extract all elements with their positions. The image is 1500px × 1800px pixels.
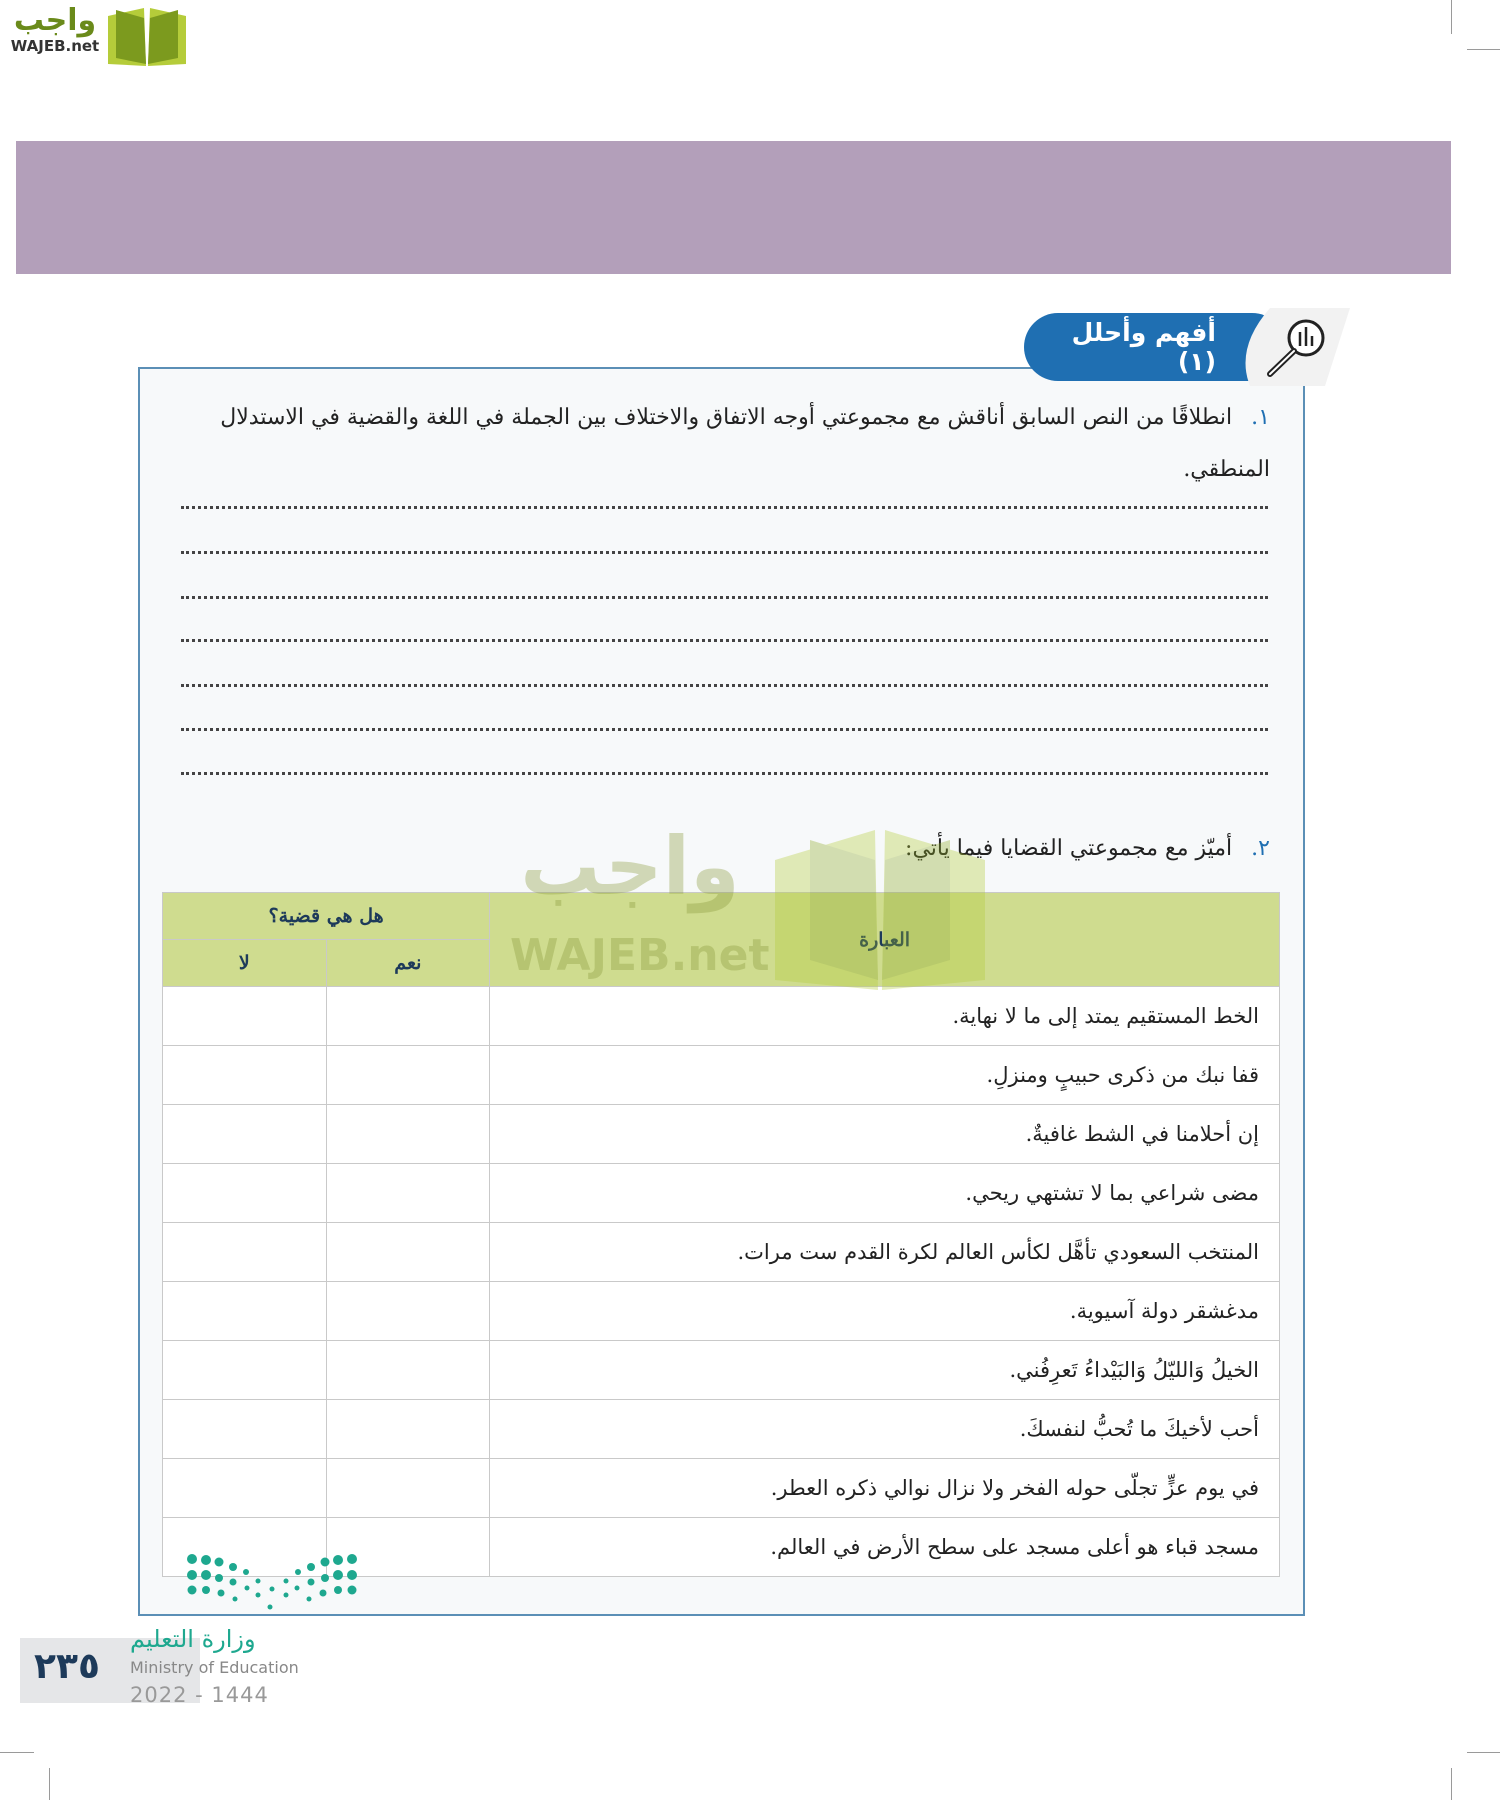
statement-cell: المنتخب السعودي تأهَّل لكأس العالم لكرة القدم ست مرات. (490, 1223, 1280, 1282)
crop-mark (0, 1752, 34, 1753)
no-cell[interactable] (163, 1459, 327, 1518)
yes-cell[interactable] (326, 987, 490, 1046)
logo-arabic: واجب (13, 3, 97, 38)
answer-line[interactable] (181, 596, 1268, 599)
yes-cell[interactable] (326, 1282, 490, 1341)
crop-mark (1467, 1752, 1500, 1753)
table-row (163, 1105, 1280, 1164)
magnifier-chart-icon (1240, 308, 1350, 386)
no-cell[interactable] (163, 987, 327, 1046)
question-1-text: انطلاقًا من النص السابق أناقش مع مجموعتي أوجه الاتفاق والاختلاف بين الجملة في اللغة والقضية في الاستدلال المنطقي. (220, 405, 1270, 482)
answer-line[interactable] (181, 772, 1268, 775)
question-2-number: ٢. (1251, 836, 1270, 861)
statement-cell: مضى شراعي بما لا تشتهي ريحي. (490, 1164, 1280, 1223)
header-yes: نعم (326, 940, 490, 987)
watermark-arabic: واجب (520, 820, 740, 913)
header-is-proposition: هل هي قضية؟ (163, 893, 490, 940)
answer-line[interactable] (181, 639, 1268, 642)
table-row (163, 1164, 1280, 1223)
statement-cell: الخط المستقيم يمتد إلى ما لا نهاية. (490, 987, 1280, 1046)
table-row (163, 987, 1280, 1046)
ministry-logo-icon (186, 1553, 358, 1613)
no-cell[interactable] (163, 1341, 327, 1400)
statement-cell: أحب لأخيكَ ما تُحبُّ لنفسكَ. (490, 1400, 1280, 1459)
crop-mark (49, 1768, 50, 1800)
question-2 (500, 836, 1270, 861)
no-cell[interactable] (163, 1282, 327, 1341)
yes-cell[interactable] (326, 1459, 490, 1518)
yes-cell[interactable] (326, 1223, 490, 1282)
section-title: أفهم وأحلل (١) (1071, 318, 1216, 376)
question-1-number: ١. (1251, 405, 1270, 430)
answer-line[interactable] (181, 506, 1268, 509)
book-logo-icon (106, 4, 188, 66)
no-cell[interactable] (163, 1105, 327, 1164)
page-number: ٢٣٥ (34, 1646, 100, 1687)
header-no: لا (163, 940, 327, 987)
question-2-text: أميّز مع مجموعتي القضايا فيما يأتي: (905, 836, 1233, 861)
statement-cell: مدغشقر دولة آسيوية. (490, 1282, 1280, 1341)
logo-latin: WAJEB.net (10, 37, 100, 55)
statement-cell: إن أحلامنا في الشط غافيةٌ. (490, 1105, 1280, 1164)
table-row (163, 1046, 1280, 1105)
ministry-english: Ministry of Education (130, 1658, 299, 1677)
answer-line[interactable] (181, 728, 1268, 731)
statement-cell: قفا نبك من ذكرى حبيبٍ ومنزلِ. (490, 1046, 1280, 1105)
statement-cell: مسجد قباء هو أعلى مسجد على سطح الأرض في العالم. (490, 1518, 1280, 1577)
ministry-arabic: وزارة التعليم (130, 1625, 256, 1653)
table-row (163, 1341, 1280, 1400)
statement-cell: الخيلُ وَالليّلُ وَالبَيْداءُ تَعرِفُني. (490, 1341, 1280, 1400)
table-row (163, 1223, 1280, 1282)
no-cell[interactable] (163, 1400, 327, 1459)
statement-cell: في يوم عزٍّ تجلّى حوله الفخر ولا نزال نوالي ذكره العطر. (490, 1459, 1280, 1518)
yes-cell[interactable] (326, 1400, 490, 1459)
crop-mark (1451, 1768, 1452, 1800)
header-banner (16, 141, 1451, 274)
academic-year: 2022 - 1444 (130, 1683, 269, 1707)
no-cell[interactable] (163, 1223, 327, 1282)
no-cell[interactable] (163, 1046, 327, 1105)
wajeb-logo[interactable] (10, 4, 100, 54)
no-cell[interactable] (163, 1164, 327, 1223)
table-row (163, 1459, 1280, 1518)
propositions-table (162, 892, 1280, 1577)
crop-mark (1467, 49, 1500, 50)
table-row (163, 1400, 1280, 1459)
table-row (163, 1282, 1280, 1341)
watermark-latin: WAJEB.net (510, 930, 770, 981)
yes-cell[interactable] (326, 1164, 490, 1223)
header-statement: العبارة (490, 893, 1280, 987)
crop-mark (1451, 0, 1452, 34)
yes-cell[interactable] (326, 1341, 490, 1400)
yes-cell[interactable] (326, 1105, 490, 1164)
question-1 (160, 392, 1270, 496)
answer-line[interactable] (181, 684, 1268, 687)
yes-cell[interactable] (326, 1046, 490, 1105)
answer-line[interactable] (181, 551, 1268, 554)
